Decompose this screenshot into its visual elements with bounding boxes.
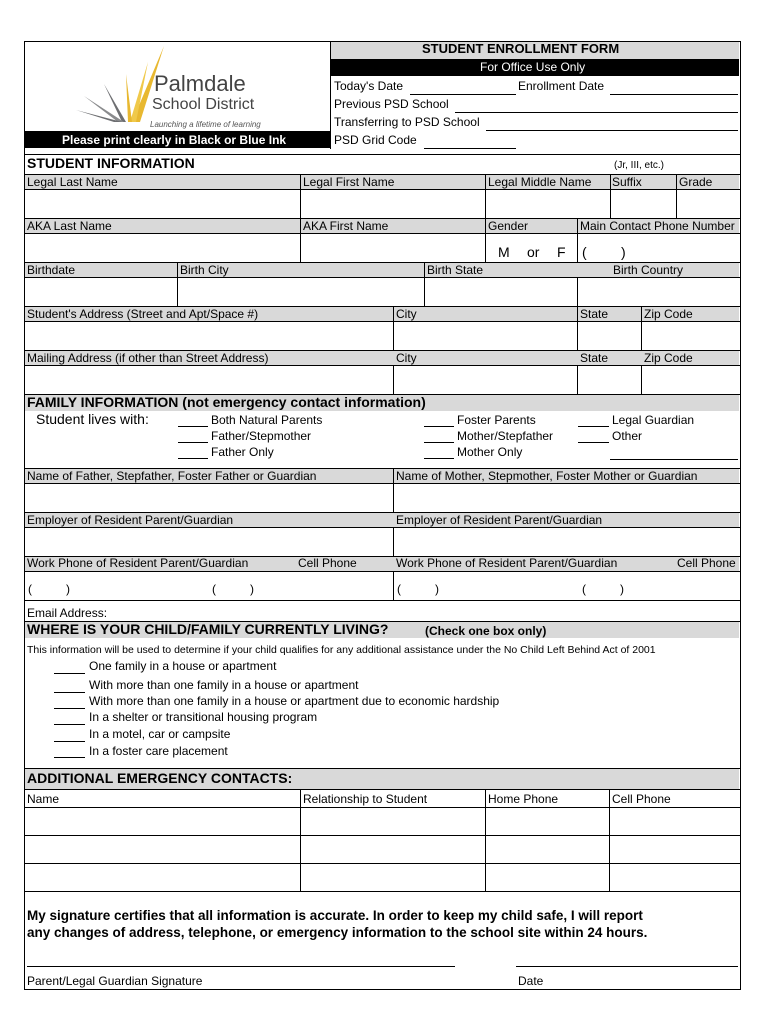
mailing-zip-label: Zip Code bbox=[644, 351, 693, 365]
legal-last-label: Legal Last Name bbox=[27, 175, 118, 189]
transferring-field[interactable] bbox=[486, 130, 738, 131]
date-label: Date bbox=[518, 974, 544, 988]
living-heading: WHERE IS YOUR CHILD/FAMILY CURRENTLY LIVING? bbox=[27, 621, 389, 637]
family-heading: FAMILY INFORMATION (not emergency contact information) bbox=[27, 394, 426, 410]
father-name-field[interactable] bbox=[25, 484, 392, 511]
living-option-2-blank[interactable] bbox=[54, 692, 85, 693]
logo-name-line2: School District bbox=[152, 96, 255, 113]
option-father-stepmother-blank[interactable] bbox=[178, 442, 208, 443]
legal-middle-label: Legal Middle Name bbox=[488, 175, 592, 189]
living-option-4-blank[interactable] bbox=[54, 724, 85, 725]
living-option-2: With more than one family in a house or apartment bbox=[89, 678, 359, 692]
option-other-specify[interactable] bbox=[610, 459, 738, 460]
mother-cell-phone-label: Cell Phone bbox=[677, 556, 736, 570]
living-option-5-blank[interactable] bbox=[54, 741, 85, 742]
gender-label: Gender bbox=[488, 219, 529, 233]
aka-last-field[interactable] bbox=[25, 234, 299, 261]
zip-field[interactable] bbox=[642, 322, 738, 349]
birthdate-label: Birthdate bbox=[27, 263, 76, 277]
address-field[interactable] bbox=[25, 322, 392, 349]
option-mother-stepfather-blank[interactable] bbox=[424, 442, 454, 443]
legal-first-field[interactable] bbox=[301, 190, 484, 217]
living-option-3: With more than one family in a house or apartment due to economic hardship bbox=[89, 694, 500, 708]
aka-last-label: AKA Last Name bbox=[27, 219, 112, 233]
mailing-label: Mailing Address (if other than Street Address) bbox=[27, 351, 269, 365]
suffix-hint: (Jr, III, etc.) bbox=[614, 160, 665, 171]
living-option-1-blank[interactable] bbox=[54, 673, 85, 674]
legal-last-field[interactable] bbox=[25, 190, 299, 217]
previous-school-field[interactable] bbox=[455, 112, 738, 113]
mother-name-label: Name of Mother, Stepmother, Foster Mother or Guardian bbox=[396, 469, 698, 483]
living-option-3-blank[interactable] bbox=[54, 708, 85, 709]
birth-country-label: Birth Country bbox=[613, 263, 684, 277]
certify-line2: any changes of address, telephone, or emergency information to the school site within 24 hours. bbox=[27, 925, 648, 940]
form-title: STUDENT ENROLLMENT FORM bbox=[422, 41, 620, 56]
logo-name-line1: Palmdale bbox=[154, 71, 246, 96]
phone-paren-open: ( bbox=[582, 244, 587, 260]
mailing-city-label: City bbox=[396, 351, 417, 365]
living-option-1: One family in a house or apartment bbox=[89, 659, 277, 673]
grid-code-field[interactable] bbox=[424, 148, 516, 149]
mother-employer-label: Employer of Resident Parent/Guardian bbox=[396, 513, 603, 527]
father-work-paren-close: ) bbox=[66, 582, 70, 596]
logo-tagline: Launching a lifetime of learning bbox=[150, 120, 261, 129]
transferring-label: Transferring to PSD School bbox=[334, 115, 480, 129]
emergency-row-2[interactable] bbox=[25, 836, 739, 862]
emergency-relationship-label: Relationship to Student bbox=[303, 792, 428, 806]
zip-label: Zip Code bbox=[644, 307, 693, 321]
mother-cell-phone-field[interactable] bbox=[626, 572, 738, 599]
option-mother-stepfather: Mother/Stepfather bbox=[457, 429, 554, 443]
grade-field[interactable] bbox=[677, 190, 739, 217]
father-cell-phone-label: Cell Phone bbox=[298, 556, 357, 570]
option-father-only: Father Only bbox=[211, 445, 274, 459]
emergency-row-3[interactable] bbox=[25, 864, 739, 890]
lives-with-label: Student lives with: bbox=[36, 411, 149, 427]
option-foster-parents-blank[interactable] bbox=[424, 426, 454, 427]
mailing-state-label: State bbox=[580, 351, 609, 365]
state-label: State bbox=[580, 307, 609, 321]
logo-fan-icon bbox=[74, 44, 164, 124]
emergency-heading: ADDITIONAL EMERGENCY CONTACTS: bbox=[27, 770, 293, 786]
option-legal-guardian-blank[interactable] bbox=[578, 426, 609, 427]
gender-f[interactable]: F bbox=[557, 244, 566, 260]
living-check-note: (Check one box only) bbox=[425, 624, 547, 638]
email-label: Email Address: bbox=[27, 606, 108, 620]
state-field[interactable] bbox=[578, 322, 640, 349]
mother-employer-field[interactable] bbox=[394, 528, 738, 555]
option-other: Other bbox=[612, 429, 643, 443]
student-info-heading: STUDENT INFORMATION bbox=[27, 155, 195, 171]
signature-field[interactable] bbox=[27, 966, 455, 967]
birth-city-field[interactable] bbox=[178, 278, 423, 305]
father-cell-paren-close: ) bbox=[250, 582, 254, 596]
district-logo bbox=[74, 44, 284, 132]
suffix-label: Suffix bbox=[612, 175, 642, 189]
todays-date-label: Today's Date bbox=[334, 79, 403, 93]
office-use-label: For Office Use Only bbox=[480, 60, 586, 74]
main-phone-label: Main Contact Phone Number bbox=[580, 219, 735, 233]
emergency-home-phone-label: Home Phone bbox=[488, 792, 559, 806]
city-field[interactable] bbox=[394, 322, 576, 349]
mailing-zip-field[interactable] bbox=[642, 366, 738, 393]
legal-first-label: Legal First Name bbox=[303, 175, 395, 189]
todays-date-field[interactable] bbox=[410, 94, 516, 95]
mailing-state-field[interactable] bbox=[578, 366, 640, 393]
phone-paren-close: ) bbox=[621, 244, 626, 260]
birth-state-field[interactable] bbox=[425, 278, 576, 305]
birth-state-label: Birth State bbox=[427, 263, 484, 277]
date-field[interactable] bbox=[516, 966, 738, 967]
living-option-5: In a motel, car or campsite bbox=[89, 727, 231, 741]
mother-cell-paren-open: ( bbox=[582, 582, 586, 596]
suffix-field[interactable] bbox=[611, 190, 675, 217]
certify-line1: My signature certifies that all information is accurate. In order to keep my child safe, I will report bbox=[27, 908, 643, 923]
option-father-only-blank[interactable] bbox=[178, 458, 208, 459]
emergency-cell-phone-label: Cell Phone bbox=[612, 792, 671, 806]
legal-middle-field[interactable] bbox=[486, 190, 609, 217]
option-foster-parents: Foster Parents bbox=[457, 413, 536, 427]
mother-work-phone-field[interactable] bbox=[441, 572, 577, 599]
grade-label: Grade bbox=[679, 175, 713, 189]
living-option-6: In a foster care placement bbox=[89, 744, 228, 758]
living-option-4: In a shelter or transitional housing program bbox=[89, 710, 318, 724]
option-father-stepmother: Father/Stepmother bbox=[211, 429, 312, 443]
birthdate-field[interactable] bbox=[25, 278, 176, 305]
emergency-name-label: Name bbox=[27, 792, 60, 806]
option-both-natural: Both Natural Parents bbox=[211, 413, 323, 427]
grid-code-label: PSD Grid Code bbox=[334, 133, 417, 147]
father-work-phone-label: Work Phone of Resident Parent/Guardian bbox=[27, 556, 249, 570]
enrollment-date-field[interactable] bbox=[610, 94, 738, 95]
city-label: City bbox=[396, 307, 417, 321]
option-other-blank[interactable] bbox=[578, 442, 609, 443]
aka-first-field[interactable] bbox=[301, 234, 484, 261]
father-work-paren-open: ( bbox=[28, 582, 32, 596]
option-mother-only: Mother Only bbox=[457, 445, 523, 459]
father-employer-field[interactable] bbox=[25, 528, 392, 555]
father-work-phone-field[interactable] bbox=[72, 572, 207, 599]
birth-city-label: Birth City bbox=[180, 263, 229, 277]
mailing-field[interactable] bbox=[25, 366, 392, 393]
father-cell-phone-field[interactable] bbox=[256, 572, 392, 599]
mother-work-paren-close: ) bbox=[435, 582, 439, 596]
option-legal-guardian: Legal Guardian bbox=[612, 413, 695, 427]
birth-country-field[interactable] bbox=[578, 278, 738, 305]
emergency-row-1[interactable] bbox=[25, 808, 739, 834]
mother-cell-paren-close: ) bbox=[620, 582, 624, 596]
print-note: Please print clearly in Black or Blue Ink bbox=[62, 133, 287, 147]
aka-first-label: AKA First Name bbox=[303, 219, 389, 233]
mother-work-paren-open: ( bbox=[397, 582, 401, 596]
gender-or: or bbox=[527, 244, 540, 260]
father-name-label: Name of Father, Stepfather, Foster Father or Guardian bbox=[27, 469, 317, 483]
mailing-city-field[interactable] bbox=[394, 366, 576, 393]
mother-work-phone-label: Work Phone of Resident Parent/Guardian bbox=[396, 556, 618, 570]
father-employer-label: Employer of Resident Parent/Guardian bbox=[27, 513, 234, 527]
father-cell-paren-open: ( bbox=[212, 582, 216, 596]
previous-school-label: Previous PSD School bbox=[334, 97, 449, 111]
main-phone-field[interactable] bbox=[630, 234, 738, 261]
enrollment-date-label: Enrollment Date bbox=[518, 79, 605, 93]
living-info: This information will be used to determine if your child qualifies for any additional assistance under the No Child Left Behind Act of 2001 bbox=[27, 644, 656, 656]
signature-label: Parent/Legal Guardian Signature bbox=[27, 974, 203, 988]
mother-name-field[interactable] bbox=[394, 484, 738, 511]
address-label: Student's Address (Street and Apt/Space #) bbox=[27, 307, 259, 321]
option-both-natural-blank[interactable] bbox=[178, 426, 208, 427]
email-field[interactable] bbox=[115, 603, 738, 620]
gender-m[interactable]: M bbox=[498, 244, 510, 260]
option-mother-only-blank[interactable] bbox=[424, 458, 454, 459]
living-option-6-blank[interactable] bbox=[54, 757, 85, 758]
